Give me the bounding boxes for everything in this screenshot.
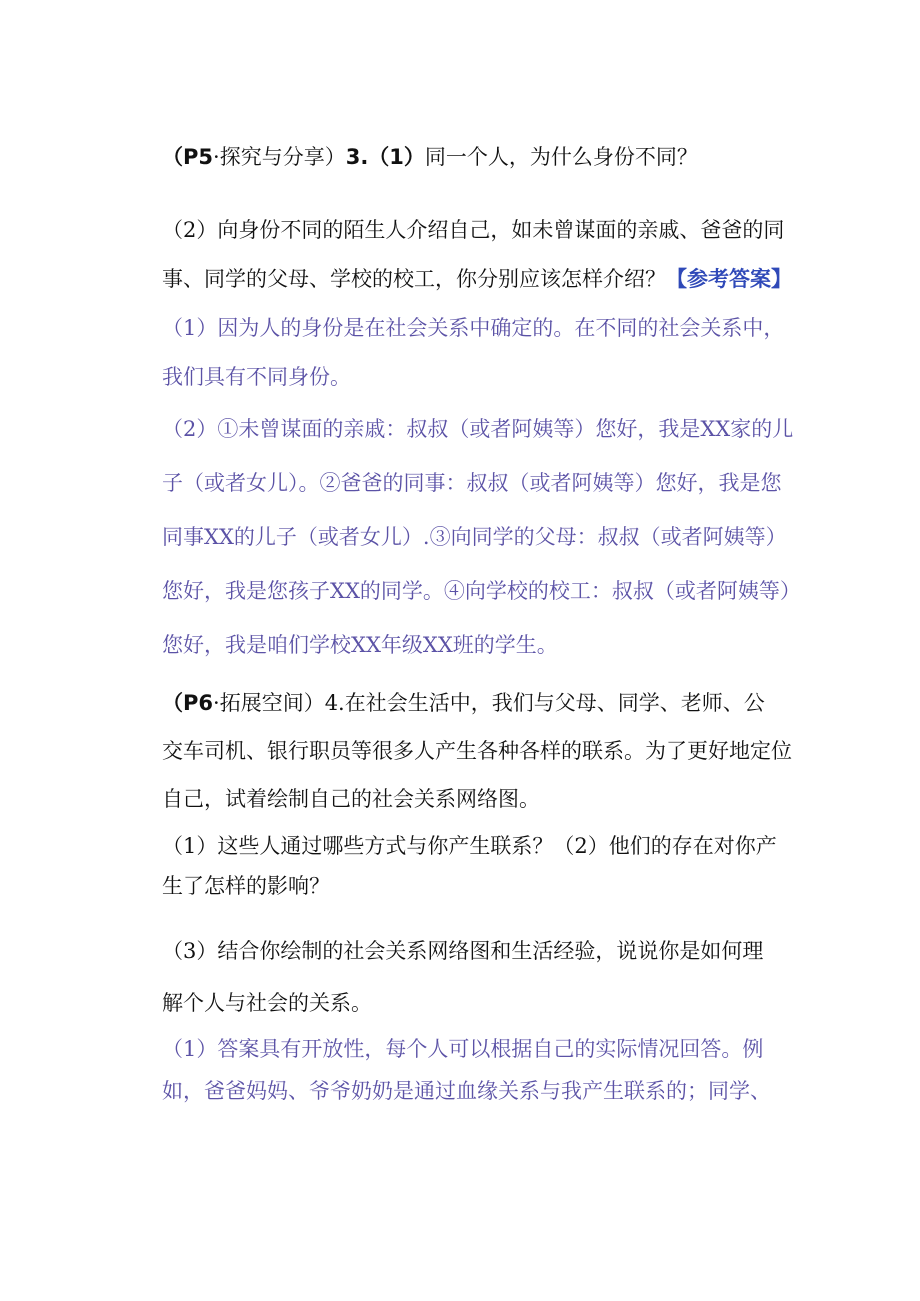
q4-line-2: 交车司机、银行职员等很多人产生各种各样的联系。为了更好地定位 — [162, 739, 792, 763]
q4-sub-3-line-2: 解个人与社会的关系。 — [162, 991, 372, 1015]
q3-answer-2-line-1: （2）①未曾谋面的亲戚：叔叔（或者阿姨等）您好，我是XX家的儿 — [162, 417, 794, 441]
q3-answer-2-line-2: 子（或者女儿）。②爸爸的同事：叔叔（或者阿姨等）您好，我是您 — [162, 471, 782, 495]
q3-title-line — [162, 142, 762, 172]
q3-answer-1-line-2: 我们具有不同身份。 — [162, 365, 351, 389]
q3-answer-1-line-1: （1）因为人的身份是在社会关系中确定的。在不同的社会关系中， — [162, 316, 785, 340]
q3-answer-2-line-4: 您好，我是您孩子XX的同学。④向学校的校工：叔叔（或者阿姨等） — [162, 579, 801, 603]
q4-title-line — [162, 688, 765, 718]
q4-answer-1-line-1: （1）答案具有开放性，每个人可以根据自己的实际情况回答。例 — [162, 1037, 764, 1061]
q3-answer-2-line-3: 同事XX的儿子（或者女儿）.③向同学的父母：叔叔（或者阿姨等） — [162, 525, 787, 549]
reference-answer-label: 【参考答案】 — [666, 266, 792, 291]
q4-sub-1-line-2: 生了怎样的影响？ — [162, 874, 330, 898]
q3-prefix: （P5 — [162, 145, 214, 169]
q4-line-3: 自己，试着绘制自己的社会关系网络图。 — [162, 787, 540, 811]
q4-sub-3-line-1: （3）结合你绘制的社会关系网络图和生活经验，说说你是如何理 — [162, 939, 764, 963]
q3-question-2-line-2 — [162, 264, 792, 294]
q3-question-1: 同一个人，为什么身份不同？ — [424, 145, 698, 169]
q3-number: 3.（1） — [345, 145, 425, 169]
q4-answer-1-line-2: 如，爸爸妈妈、爷爷奶奶是通过血缘关系与我产生联系的；同学、 — [162, 1079, 771, 1103]
q4-prefix: （P6 — [162, 691, 214, 715]
q3-answer-2-line-5: 您好，我是咱们学校XX年级XX班的学生。 — [162, 633, 558, 657]
q4-title-text: ·拓展空间）4.在社会生活中，我们与父母、同学、老师、公 — [213, 691, 765, 715]
q3-question-2-text: 事、同学的父母、学校的校工，你分别应该怎样介绍？ — [162, 267, 666, 291]
q3-question-2-line-1: （2）向身份不同的陌生人介绍自己，如未曾谋面的亲戚、爸爸的同 — [162, 218, 785, 242]
q4-sub-1-line-1: （1）这些人通过哪些方式与你产生联系？（2）他们的存在对你产 — [162, 834, 777, 858]
q3-section: ·探究与分享） — [213, 145, 346, 169]
